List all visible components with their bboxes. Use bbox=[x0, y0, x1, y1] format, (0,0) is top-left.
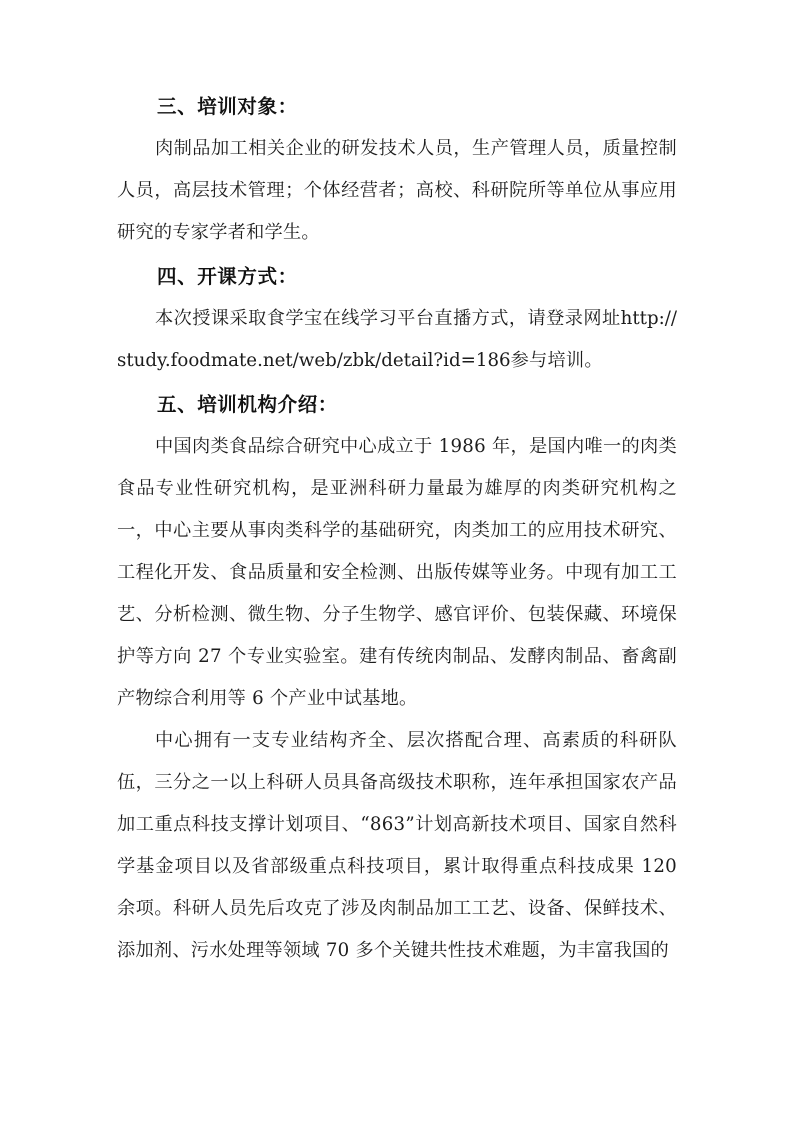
section-heading-three: 三、培训对象： bbox=[157, 95, 298, 118]
section-four-url-suffix: 参与培训。 bbox=[510, 350, 603, 371]
section-heading-five: 五、培训机构介绍： bbox=[157, 393, 338, 416]
training-platform-url[interactable]: http://study.foodmate.net/web/zbk/detail?id=186 bbox=[117, 308, 677, 371]
section-four-text: 本次授课采取食学宝在线学习平台直播方式，请登录网址 bbox=[155, 308, 621, 329]
section-heading-four: 四、开课方式： bbox=[157, 265, 298, 288]
section-five-paragraph-two: 中心拥有一支专业结构齐全、层次搭配合理、高素质的科研队伍，三分之一以上科研人员具备高级技术职称，连年承担国家农产品加工重点科技支撑计划项目、“863”计划高新技术项目、国家自然科学基金项目以及省部级重点科技项目，累计取得重点科技成果 120 余项。科研人员先后攻克了涉及肉制品加工工艺、设备、保鲜技术、添加剂、污水处理等领域 70 多个关键共性技术难题，为丰富我国的 bbox=[117, 730, 677, 961]
section-four-paragraph bbox=[117, 298, 677, 382]
section-five-paragraph-one: 中国肉类食品综合研究中心成立于 1986 年，是国内唯一的肉类食品专业性研究机构，是亚洲科研力量最为雄厚的肉类研究机构之一，中心主要从事肉类科学的基础研究，肉类加工的应用技术研究、工程化开发、食品质量和安全检测、出版传媒等业务。中现有加工工艺、分析检测、微生物、分子生物学、感官评价、包装保藏、环境保护等方向 27 个专业实验室。建有传统肉制品、发酵肉制品、畜禽副产物综合利用等 6 个产业中试基地。 bbox=[117, 436, 677, 709]
section-three-paragraph: 肉制品加工相关企业的研发技术人员，生产管理人员，质量控制人员，高层技术管理；个体经营者；高校、科研院所等单位从事应用研究的专家学者和学生。 bbox=[117, 138, 677, 243]
document-content bbox=[117, 86, 677, 972]
